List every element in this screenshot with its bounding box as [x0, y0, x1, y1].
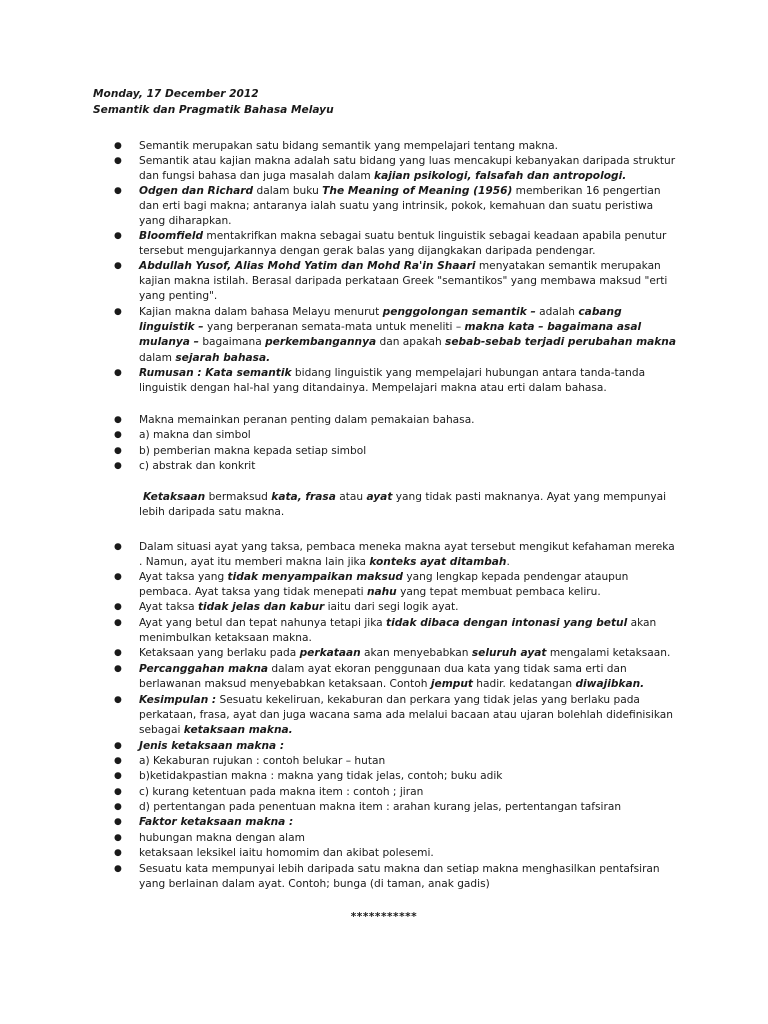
list-item: [114, 815, 679, 830]
bullet-icon: ●: [114, 307, 122, 317]
list-item: [114, 739, 679, 754]
body-text: c) kurang ketentuan pada makna item : contoh ; jiran: [139, 786, 424, 798]
body-text: bidang linguistik yang mempelajari hubungan antara tanda-tanda linguistik dengan hal-hal yang ditandainya. Mempelajari makna atau erti dalam bahasa.: [139, 367, 646, 395]
body-text: akan menimbulkan ketaksaan makna.: [139, 617, 657, 645]
list-item: [114, 693, 679, 739]
bullet-icon: ●: [114, 802, 122, 812]
body-text: Makna memainkan peranan penting dalam pemakaian bahasa.: [139, 414, 475, 426]
bullet-icon: ●: [114, 848, 122, 858]
bullet-icon: ●: [114, 817, 122, 827]
emphasis-text: Bloomfield: [139, 230, 204, 242]
list-item: [114, 413, 679, 428]
body-text: dalam ayat ekoran penggunaan dua kata yang tidak sama erti dan berlawanan maksud menyebabkan ketaksaan. Contoh: [139, 663, 627, 691]
body-text: bagaimana: [198, 336, 266, 349]
emphasis-text: Faktor ketaksaan makna :: [139, 816, 294, 828]
emphasis-text: Odgen dan Richard: [139, 185, 254, 197]
body-text: Ketaksaan yang berlaku pada: [139, 647, 300, 659]
list-item: [114, 769, 679, 784]
emphasis-text: makna kata – bagaimana asal mulanya –: [139, 321, 642, 349]
bullet-icon: ●: [114, 695, 122, 705]
emphasis-text: The Meaning of Meaning (1956): [322, 185, 513, 197]
list-item: [114, 184, 679, 230]
emphasis-text: Kesimpulan :: [139, 694, 217, 706]
end-marker: ***********: [350, 911, 418, 923]
body-text: ketaksaan leksikel iaitu homomim dan akibat polesemi.: [139, 847, 434, 859]
bullet-icon: ●: [114, 572, 122, 582]
bullet-icon: ●: [114, 446, 122, 456]
emphasis-text: Jenis ketaksaan makna :: [139, 740, 285, 752]
bullet-icon: ●: [114, 741, 122, 751]
list-item: [114, 862, 679, 892]
emphasis-text: Percanggahan makna: [139, 663, 269, 675]
bullet-icon: ●: [114, 141, 122, 151]
bullet-icon: ●: [114, 415, 122, 425]
list-item: [114, 366, 679, 396]
body-text: menyatakan semantik merupakan kajian makna istilah. Berasal daripada perkataan Greek "semantikos" yang membawa maksud "erti yang penting".: [139, 260, 668, 303]
body-text: Ayat yang betul dan tepat nahunya tetapi jika: [139, 617, 387, 629]
emphasis-text: konteks ayat ditambah: [369, 556, 507, 569]
list-item: [114, 428, 679, 443]
list-item: [114, 459, 679, 474]
emphasis-text: penggolongan semantik –: [382, 306, 536, 318]
emphasis-text: sebab-sebab terjadi perubahan makna: [445, 336, 676, 349]
emphasis-text: Abdullah Yusof, Alias Mohd Yatim dan Mohd Ra'in Shaari: [139, 260, 476, 272]
body-text: a) Kekaburan rujukan : contoh belukar – hutan: [139, 755, 386, 767]
list-item: [114, 229, 679, 259]
body-text: yang tidak pasti maknanya. Ayat yang mempunyai lebih daripada satu makna.: [139, 491, 667, 519]
post-date: Monday, 17 December 2012: [93, 88, 259, 100]
list-item: [114, 616, 679, 646]
list-item: [114, 646, 679, 661]
emphasis-text: ayat: [366, 491, 393, 503]
body-text: Semantik merupakan satu bidang semantik yang mempelajari tentang makna.: [139, 140, 558, 152]
list-item: [114, 570, 679, 600]
body-text: Sesuatu kekeliruan, kekaburan dan perkara yang tidak jelas yang berlaku pada perkataan, frasa, ayat dan juga wacana sama ada melalui bacaan atau ujaran bolehlah didefinisikan sebagai: [139, 694, 673, 737]
body-text: Sesuatu kata mempunyai lebih daripada satu makna dan setiap makna menghasilkan pentafsiran yang berlainan dalam ayat. Contoh; bunga (di taman, anak gadis): [139, 863, 660, 891]
emphasis-text: ketaksaan makna.: [183, 724, 293, 737]
list-item: [114, 259, 679, 305]
emphasis-text: sejarah bahasa.: [175, 351, 271, 364]
bullet-icon: ●: [114, 430, 122, 440]
body-text: mengalami ketaksaan.: [546, 647, 671, 659]
bullet-icon: ●: [114, 864, 122, 874]
emphasis-text: cabang linguistik –: [139, 306, 622, 334]
emphasis-text: tidak menyampaikan maksud: [227, 571, 404, 583]
emphasis-text: diwajibkan.: [575, 678, 645, 691]
body-text: yang tepat membuat pembaca keliru.: [396, 586, 601, 599]
body-text: iaitu dari segi logik ayat.: [324, 601, 459, 613]
body-text: b)ketidakpastian makna : makna yang tidak jelas, contoh; buku adik: [139, 770, 503, 782]
body-text: Ayat taksa yang: [139, 571, 228, 583]
bullet-icon: ●: [114, 231, 122, 241]
list-item: [114, 662, 679, 692]
list-item: [114, 800, 679, 815]
body-text: memberikan 16 pengertian dan erti bagi makna; antaranya ialah suatu yang intrinsik, pokok, kemahuan dan suatu peristiwa yang diharapkan.: [139, 185, 661, 228]
list-item: [114, 754, 679, 769]
body-text: a) makna dan simbol: [139, 429, 251, 441]
emphasis-text: seluruh ayat: [471, 647, 547, 659]
bullet-icon: ●: [114, 648, 122, 658]
body-text: adalah: [535, 306, 579, 318]
list-item: [114, 154, 679, 184]
body-text: Ayat taksa: [139, 601, 198, 613]
bullet-icon: ●: [114, 186, 122, 196]
emphasis-text: kajian psikologi, falsafah dan antropologi.: [374, 170, 627, 183]
body-text: Kajian makna dalam bahasa Melayu menurut: [139, 306, 383, 318]
emphasis-text: perkembangannya: [265, 336, 377, 349]
body-text: bermaksud: [205, 491, 272, 503]
list-item: [114, 139, 679, 154]
list-item: [114, 600, 679, 615]
body-text: dalam buku: [253, 185, 323, 197]
list-item: [114, 540, 679, 570]
body-text: dan apakah: [376, 336, 446, 349]
body-text: Semantik atau kajian makna adalah satu bidang yang luas mencakupi kebanyakan daripada struktur dan fungsi bahasa dan juga masalah dalam: [139, 155, 676, 183]
emphasis-text: kata, frasa: [271, 491, 336, 503]
bullet-icon: ●: [114, 156, 122, 166]
emphasis-text: jemput: [430, 678, 473, 691]
bullet-icon: ●: [114, 787, 122, 797]
body-text: .: [506, 556, 510, 569]
ketaksaan-paragraph: [139, 490, 679, 520]
body-text: hubungan makna dengan alam: [139, 832, 305, 844]
bullet-icon: ●: [114, 833, 122, 843]
body-text: d) pertentangan pada penentuan makna item : arahan kurang jelas, pertentangan tafsiran: [139, 801, 622, 813]
bullet-icon: ●: [114, 602, 122, 612]
bullet-icon: ●: [114, 771, 122, 781]
body-text: yang lengkap kepada pendengar ataupun pembaca. Ayat taksa yang tidak menepati: [139, 571, 629, 599]
list-item: [114, 831, 679, 846]
body-text: c) abstrak dan konkrit: [139, 460, 256, 472]
body-text: b) pemberian makna kepada setiap simbol: [139, 445, 367, 457]
list-item: [114, 846, 679, 861]
body-text: hadir. kedatangan: [472, 678, 576, 691]
bullet-icon: ●: [114, 618, 122, 628]
list-item: [114, 785, 679, 800]
bullet-icon: ●: [114, 664, 122, 674]
emphasis-text: tidak dibaca dengan intonasi yang betul: [386, 617, 628, 629]
body-text: Dalam situasi ayat yang taksa, pembaca meneka makna ayat tersebut mengikut kefahaman mereka . Namun, ayat itu memberi makna lain jika: [139, 541, 675, 569]
list-item: [114, 305, 679, 366]
emphasis-text: tidak jelas dan kabur: [197, 601, 325, 613]
emphasis-text: Rumusan : Kata semantik: [139, 367, 292, 379]
body-text: akan menyebabkan: [360, 647, 472, 659]
bullet-icon: ●: [114, 542, 122, 552]
bullet-icon: ●: [114, 261, 122, 271]
post-title: Semantik dan Pragmatik Bahasa Melayu: [93, 104, 334, 116]
body-text: mentakrifkan makna sebagai suatu bentuk linguistik sebagai keadaan apabila penutur tersebut mengujarkannya dengan gerak balas yang dijangkakan daripada pendengar.: [139, 230, 667, 258]
bullet-icon: ●: [114, 756, 122, 766]
list-item: [114, 444, 679, 459]
bullet-icon: ●: [114, 461, 122, 471]
emphasis-text: nahu: [366, 586, 397, 599]
body-text: yang berperanan semata-mata untuk meneliti –: [203, 321, 465, 334]
body-text: atau: [335, 491, 367, 503]
bullet-icon: ●: [114, 368, 122, 378]
body-text: dalam: [139, 351, 176, 364]
emphasis-text: Ketaksaan: [143, 491, 206, 503]
emphasis-text: perkataan: [299, 647, 361, 659]
